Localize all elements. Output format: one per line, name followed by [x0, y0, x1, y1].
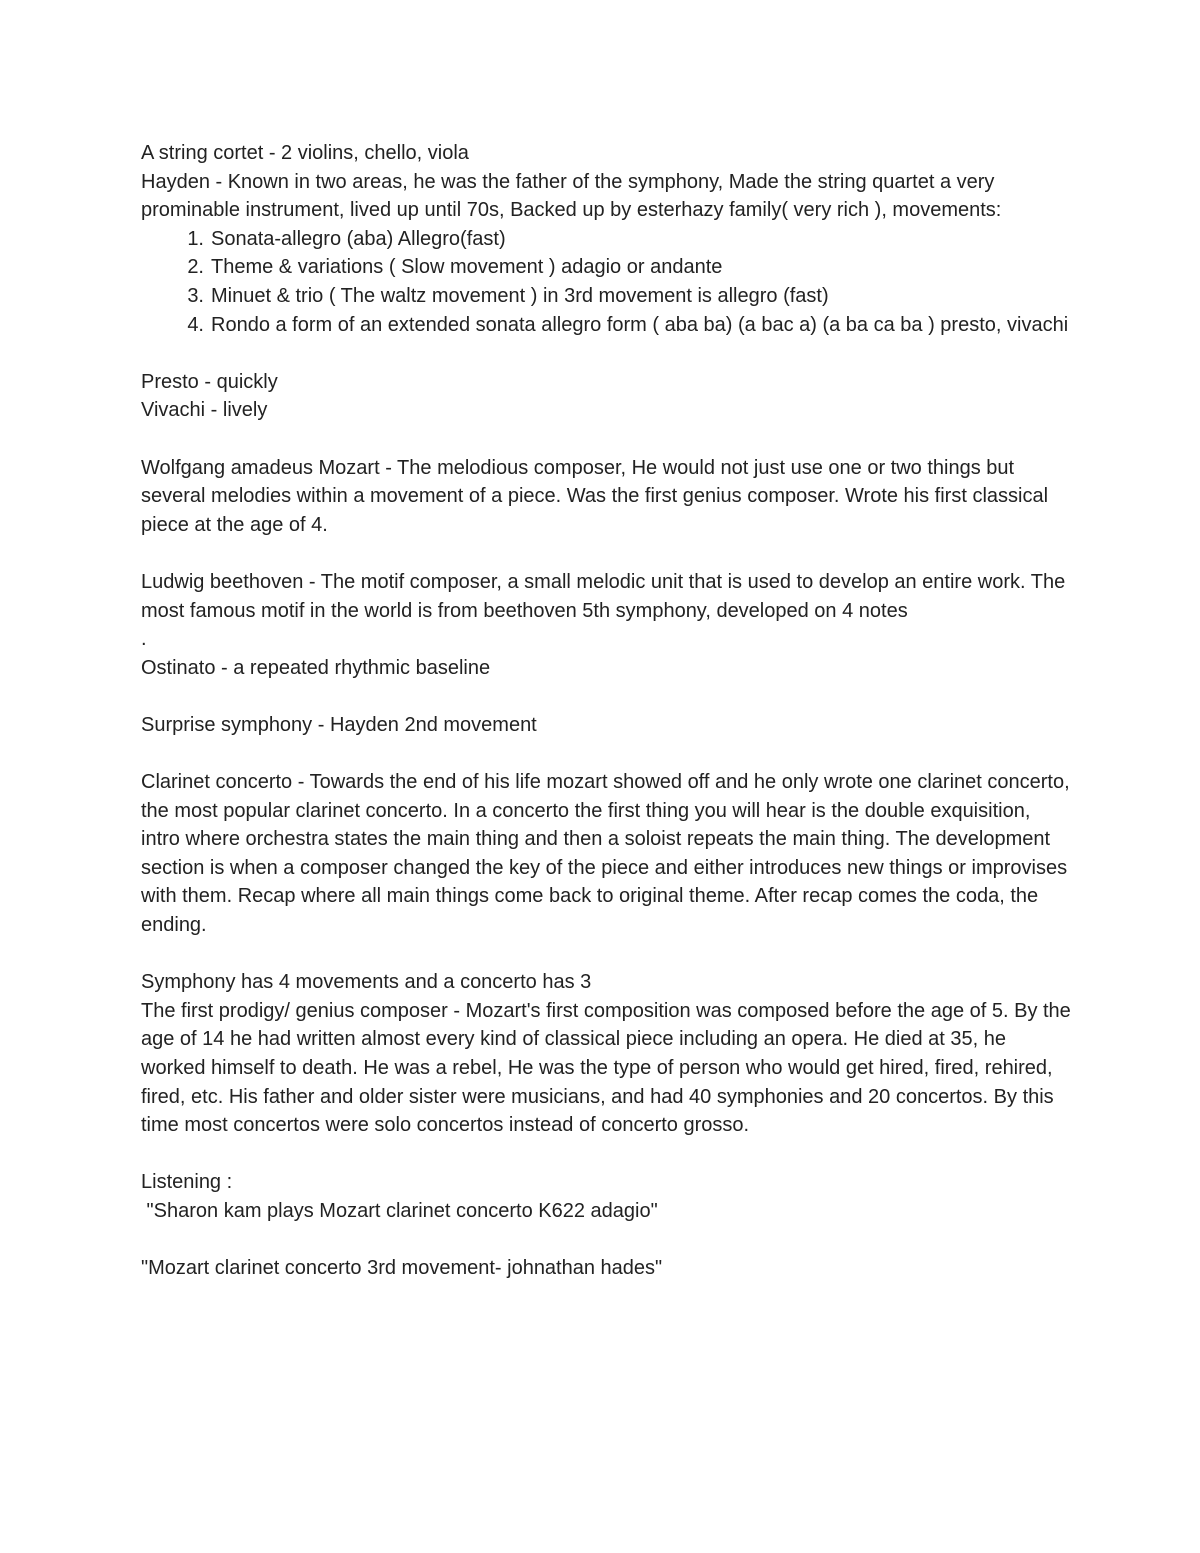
symphony-note-line: Symphony has 4 movements and a concerto has 3 [141, 971, 592, 994]
spacer [141, 425, 1071, 454]
surprise-symphony-line: Surprise symphony - Hayden 2nd movement [141, 713, 537, 736]
list-number: 3. [187, 284, 204, 307]
list-item-text: Theme & variations ( Slow movement ) adagio or andante [211, 256, 723, 279]
beethoven-paragraph: Ludwig beethoven - The motif composer, a small melodic unit that is used to develop an entire work. The most famous motif in the world is from beethoven 5th symphony, developed on 4 notes [141, 570, 1066, 622]
listening-heading: Listening : [141, 1171, 233, 1194]
clarinet-concerto-paragraph: Clarinet concerto - Towards the end of his life mozart showed off and he only wrote one clarinet concerto, the most popular clarinet concerto. In a concerto the first thing you will hear is the double exquisition, intro where orchestra states the main thing and then a soloist repeats the main thing. The development section is when a composer changed the key of the piece and either introduces new things or improvises with them. Recap where all main things come back to original theme. After recap comes the coda, the ending. [141, 771, 1070, 937]
list-item [187, 253, 1071, 282]
spacer [141, 940, 1071, 969]
list-item [187, 282, 1071, 311]
list-item-text: Rondo a form of an extended sonata allegro form ( aba ba) (a bac a) (a ba ca ba ) presto, vivachi [211, 313, 1069, 336]
prodigy-paragraph: The first prodigy/ genius composer - Mozart's first composition was composed before the age of 5. By the age of 14 he had written almost every kind of classical piece including an opera. He died at 35, he worked himself to death. He was a rebel, He was the type of person who would get hired, fired, rehired, fired, etc. His father and older sister were musicians, and had 40 symphonies and 20 concertos. By this time most concertos were solo concertos instead of concerto grosso. [141, 999, 1071, 1137]
movements-list [141, 225, 1071, 339]
spacer [141, 739, 1071, 768]
string-quartet-line: A string cortet - 2 violins, chello, viola [141, 142, 469, 164]
spacer [141, 682, 1071, 711]
hayden-paragraph: Hayden - Known in two areas, he was the father of the symphony, Made the string quartet a very prominable instrument, lived up until 70s, Backed up by esterhazy family( very rich ), movements: [141, 170, 1002, 222]
document-body [141, 139, 1071, 1283]
list-number: 4. [187, 313, 204, 336]
spacer [141, 1226, 1071, 1255]
listening-item: "Mozart clarinet concerto 3rd movement- johnathan hades" [141, 1257, 663, 1280]
stray-dot: . [141, 628, 147, 651]
list-item [187, 311, 1071, 340]
ostinato-definition: Ostinato - a repeated rhythmic baseline [141, 656, 491, 679]
list-item-text: Sonata-allegro (aba) Allegro(fast) [211, 227, 506, 250]
vivachi-definition: Vivachi - lively [141, 399, 268, 422]
presto-definition: Presto - quickly [141, 370, 278, 393]
spacer [141, 539, 1071, 568]
list-item-text: Minuet & trio ( The waltz movement ) in 3rd movement is allegro (fast) [211, 284, 829, 307]
list-item [187, 225, 1071, 254]
mozart-paragraph: Wolfgang amadeus Mozart - The melodious composer, He would not just use one or two things but several melodies within a movement of a piece. Was the first genius composer. Wrote his first classical piece at the age of 4. [141, 456, 1049, 536]
list-number: 1. [187, 227, 204, 250]
list-number: 2. [187, 256, 204, 279]
spacer [141, 1140, 1071, 1169]
listening-item: "Sharon kam plays Mozart clarinet concerto K622 adagio" [141, 1199, 658, 1222]
spacer [141, 339, 1071, 368]
